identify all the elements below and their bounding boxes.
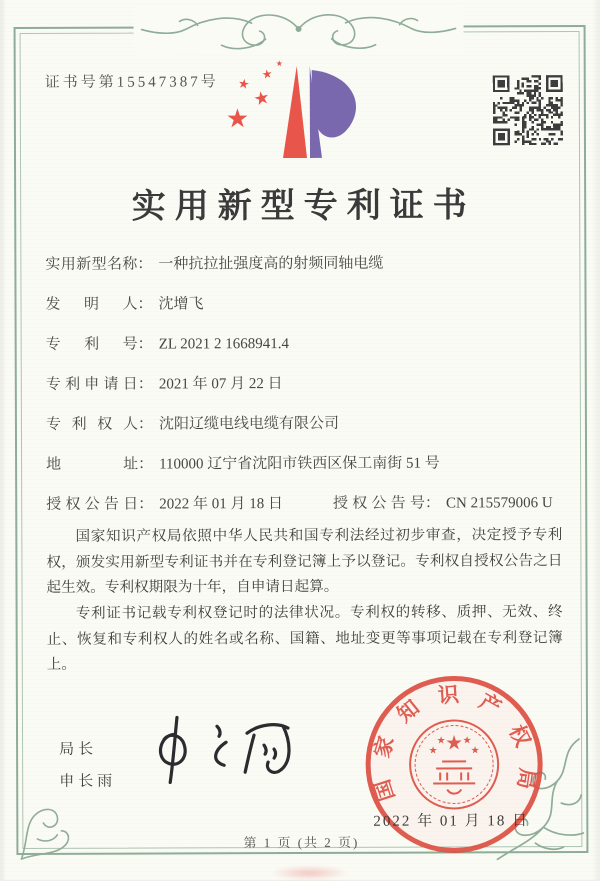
bottom-left-flourish-icon <box>17 793 87 863</box>
qr-code <box>493 75 563 145</box>
field-value: ZL 2021 2 1668941.4 <box>159 336 289 352</box>
field-colon: ： <box>425 494 440 514</box>
field-colon: ： <box>137 295 152 315</box>
signer-title: 局长 <box>59 738 97 759</box>
field-label: 专利号 <box>46 335 138 355</box>
legal-paragraph-2: 专利证书记载专利权登记时的法律状况。专利权的转移、质押、无效、终止、恢复和专利权人的姓名或名称、国籍、地址变更等事项记载在专利登记簿上。 <box>47 600 563 679</box>
top-dragon-ornament-icon <box>133 4 463 55</box>
field-label: 专利申请日 <box>46 375 138 395</box>
field-value: 沈增飞 <box>159 296 204 312</box>
field-value: 110000 辽宁省沈阳市铁西区保工南街 51 号 <box>159 456 440 473</box>
next-page-seal-bleed <box>269 866 349 880</box>
field-row-address <box>46 453 562 475</box>
field-row-patentee <box>46 413 562 435</box>
field-colon: ： <box>137 255 152 275</box>
grant-date-value: 2022 年 01 月 18 日 <box>159 496 283 512</box>
grant-no-label: 授权公告号 <box>333 494 425 514</box>
svg-text:★: ★ <box>445 730 463 754</box>
grant-no-value: CN 215579006 U <box>446 495 553 511</box>
field-label: 发明人 <box>45 295 137 315</box>
certificate-title: 实用新型专利证书 <box>0 177 599 228</box>
field-row-inventor <box>45 293 561 315</box>
field-row-grant <box>46 493 562 515</box>
field-row-patent-no <box>46 333 562 355</box>
legal-text <box>46 523 563 679</box>
field-colon: ： <box>138 375 153 395</box>
field-label: 地址 <box>46 455 138 475</box>
field-colon: ： <box>138 455 153 475</box>
logo-star-icon: ★ <box>276 60 283 68</box>
field-value: 一种抗拉扯强度高的射频同轴电缆 <box>158 256 383 273</box>
field-value: 沈阳辽缆电线电缆有限公司 <box>159 416 339 433</box>
grant-date-label: 授权公告日 <box>46 495 138 515</box>
handwritten-signature <box>143 706 323 803</box>
logo-star-icon: ★ <box>226 106 249 132</box>
field-row-name <box>45 253 561 275</box>
field-value: 2021 年 07 月 22 日 <box>159 376 283 392</box>
certificate-number: 证书号第15547387号 <box>45 70 219 92</box>
logo-star-icon: ★ <box>237 77 251 92</box>
svg-text:★: ★ <box>471 745 480 756</box>
cnipa-logo-icon <box>224 60 374 169</box>
seal-date: 2022 年 01 月 18 日 <box>373 809 529 831</box>
signer-name: 申长雨 <box>59 770 116 791</box>
field-colon: ： <box>138 415 153 435</box>
field-row-filing-date <box>46 373 562 395</box>
svg-text:★: ★ <box>437 735 446 746</box>
svg-text:★: ★ <box>429 746 438 757</box>
field-label: 专利权人 <box>46 415 138 435</box>
logo-star-icon: ★ <box>261 67 273 80</box>
field-label: 实用新型名称 <box>45 255 137 275</box>
legal-paragraph-1: 国家知识产权局依照中华人民共和国专利法经过初步审查，决定授予专利权，颁发实用新型专利证书并在专利登记簿上予以登记。专利权自授权公告之日起生效。专利权期限为十年，自申请日起算。 <box>46 523 562 602</box>
field-colon: ： <box>138 335 153 355</box>
field-colon: ： <box>138 495 153 515</box>
svg-text:★: ★ <box>463 735 472 746</box>
logo-star-icon: ★ <box>252 89 272 110</box>
page-number: 第 1 页 (共 2 页) <box>1 831 600 852</box>
seal-text: 国家知识产权局 <box>369 682 539 804</box>
field-list <box>45 253 562 535</box>
